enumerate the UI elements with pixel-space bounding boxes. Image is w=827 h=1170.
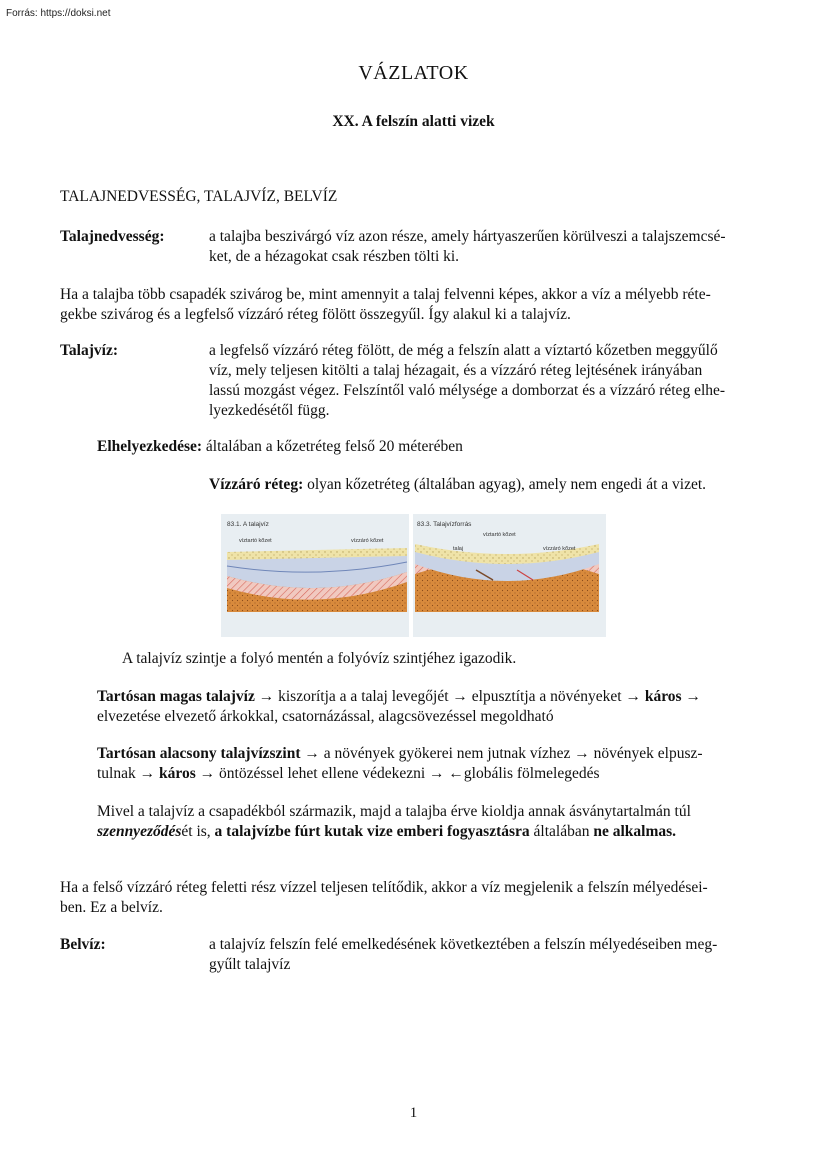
paragraph-line: gekbe szivárog és a legfelső vízzáró réteg fölött összegyűl. Így alakul ki a talajvíz.: [60, 306, 571, 323]
definition-line: ket, de a hézagokat csak részben tölti ki.: [209, 248, 460, 265]
definition-talajnedvesseg: [209, 227, 769, 267]
alacsony-text: → a növények gyökerei nem jutnak vízhez → növények elpusz-: [300, 745, 703, 762]
alacsony-text2: tulnak →: [97, 765, 159, 782]
paragraph-line: [97, 764, 762, 784]
source-line: Forrás: https://doksi.net: [6, 8, 111, 19]
elhelyezkedes-line: [97, 437, 463, 457]
term-talajnedvesseg: Talajnedvesség:: [60, 228, 165, 245]
left-label-aquifer: víztartó kőzet: [239, 538, 272, 544]
right-label-aquiclude: vízzáró kőzet: [543, 546, 576, 552]
csapadek-text2: általában: [529, 823, 594, 840]
left-label-aquiclude: vízzáró kőzet: [351, 538, 384, 544]
csapadek-text1: ét is,: [181, 823, 215, 840]
paragraph-line: [97, 822, 762, 842]
definition-line: a legfelső vízzáró réteg fölött, de még a felszín alatt a víztartó kőzetben meggyűlő: [209, 342, 718, 359]
elhelyezkedes-text: általában a kőzetréteg felső 20 méterében: [202, 438, 463, 455]
right-caption: 83.3. Talajvízforrás: [417, 521, 472, 528]
term-talajviz: Talajvíz:: [60, 342, 118, 359]
section-heading: TALAJNEDVESSÉG, TALAJVÍZ, BELVÍZ: [60, 188, 338, 205]
magas-text: → kiszorítja a a talaj levegőjét → elpusztítja a növényeket →: [254, 688, 645, 705]
definition-belviz: [209, 935, 769, 975]
magas-bold: Tartósan magas talajvíz: [97, 688, 255, 705]
definition-line: gyűlt talajvíz: [209, 956, 291, 973]
csapadek-paragraph: [97, 802, 762, 842]
magas-karos: káros: [644, 688, 682, 705]
paragraph-line: Ha a talajba több csapadék szivárog be, mint amennyit a talaj felvenni képes, akkor a víz a mélyebb réte-: [60, 286, 711, 303]
definition-line: lassú mozgást végez. Felszíntől való mélysége a domborzat és a vízzáró réteg elhe-: [209, 382, 726, 399]
paragraph-talajviz-intro: [60, 285, 760, 325]
folyo-line: A talajvíz szintje a folyó mentén a folyóvíz szintjéhez igazodik.: [122, 650, 517, 667]
groundwater-figure: [221, 514, 606, 637]
term-belviz: Belvíz:: [60, 936, 106, 953]
page-subtitle: XX. A felszín alatti vizek: [332, 113, 495, 130]
definition-line: a talajba beszivárgó víz azon része, amely hártyaszerűen körülveszi a talajszemcsé-: [209, 228, 726, 245]
paragraph-line: Mivel a talajvíz a csapadékból származik, majd a talajba érve kioldja annak ásványtartalmán túl: [97, 803, 691, 820]
definition-line: a talajvíz felszín felé emelkedésének következtében a felszín mélyedéseiben meg-: [209, 936, 718, 953]
definition-line: víz, mely teljesen kitölti a talaj hézagait, és a vízzáró réteg lejtésének irányában: [209, 362, 703, 379]
definition-talajviz: [209, 341, 769, 421]
elhelyezkedes-label: Elhelyezkedése:: [97, 438, 203, 455]
paragraph-line: [97, 744, 762, 764]
right-label-aquifer: víztartó kőzet: [483, 532, 516, 538]
paragraph-line: elvezetése elvezető árkokkal, csatornázással, alagcsövezéssel megoldható: [97, 708, 554, 725]
magas-paragraph: [97, 687, 762, 727]
alacsony-text3: → öntözéssel lehet ellene védekezni → ←globális fölmelegedés: [195, 765, 600, 782]
vizzaro-label: Vízzáró réteg:: [209, 476, 304, 493]
page-number: 1: [409, 1105, 418, 1121]
right-label-soil: talaj: [453, 546, 464, 552]
alacsony-karos: káros: [159, 765, 196, 782]
paragraph-belviz-intro: [60, 878, 760, 918]
szennyezodes-word: szennyeződés: [97, 823, 182, 840]
definition-line: lyezkedésétől függ.: [209, 402, 330, 419]
left-caption: 83.1. A talajvíz: [227, 521, 269, 528]
csapadek-bold2: ne alkalmas.: [593, 823, 677, 840]
paragraph-line: Ha a felső vízzáró réteg feletti rész vízzel teljesen telítődik, akkor a víz megjelenik a felszín mélyedései-: [60, 879, 708, 896]
paragraph-line: ben. Ez a belvíz.: [60, 899, 163, 916]
page-title: VÁZLATOK: [358, 62, 469, 84]
csapadek-bold1: a talajvízbe fúrt kutak vize emberi fogyasztásra: [214, 823, 530, 840]
alacsony-bold: Tartósan alacsony talajvízszint: [97, 745, 301, 762]
magas-arrow: →: [681, 688, 701, 705]
vizzaro-line: [209, 475, 706, 495]
alacsony-paragraph: [97, 744, 762, 784]
figure-divider: [409, 514, 413, 637]
paragraph-line: [97, 687, 762, 707]
vizzaro-text: olyan kőzetréteg (általában agyag), amely nem engedi át a vizet.: [303, 476, 707, 493]
